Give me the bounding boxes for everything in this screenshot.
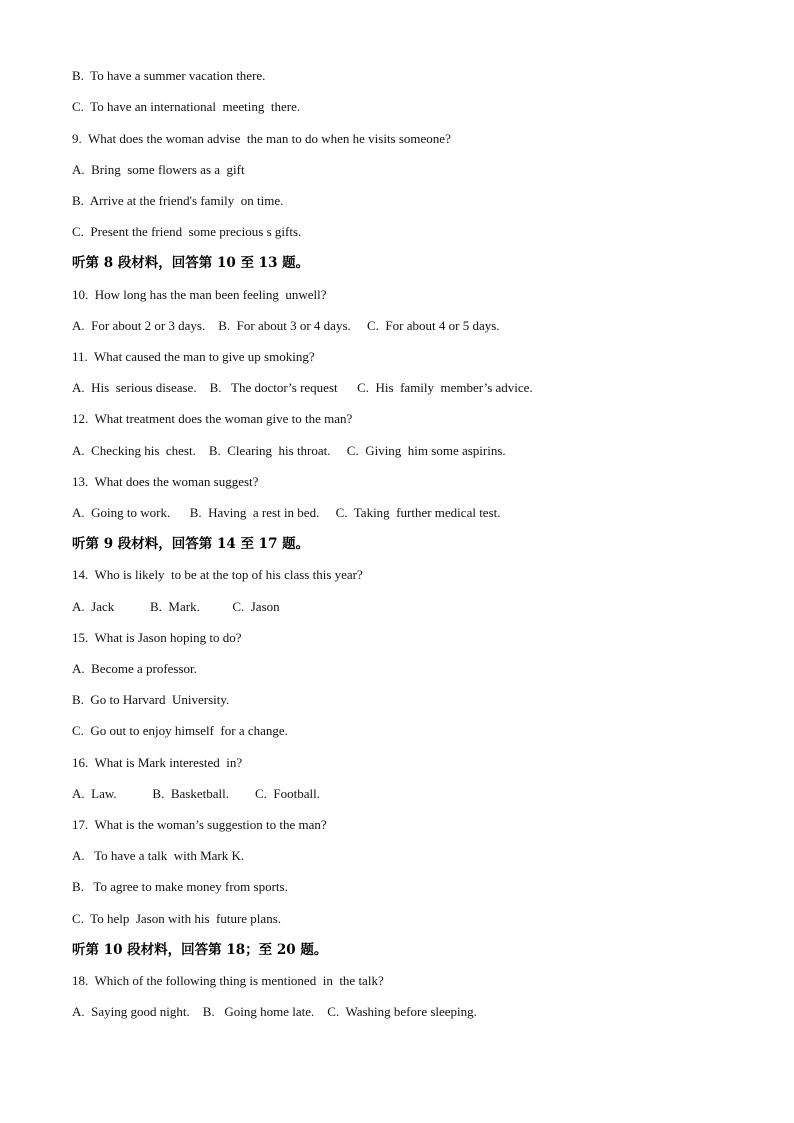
question-10: 10. How long has the man been feeling unwell? xyxy=(72,287,327,302)
options-18: A. Saying good night. B. Going home late. C. Washing before sleeping. xyxy=(72,1004,477,1019)
question-16: 16. What is Mark interested in? xyxy=(72,755,243,770)
question-9: 9. What does the woman advise the man to do when he visits someone? xyxy=(72,131,451,146)
question-12: 12. What treatment does the woman give to the man? xyxy=(72,411,353,426)
options-11: A. His serious disease. B. The doctor’s request C. His family member’s advice. xyxy=(72,380,533,395)
option-17c: C. To help Jason with his future plans. xyxy=(72,911,282,926)
option-9c: C. Present the friend some precious s gifts. xyxy=(72,224,302,239)
option-15b: B. Go to Harvard University. xyxy=(72,692,230,707)
options-10: A. For about 2 or 3 days. B. For about 3 or 4 days. C. For about 4 or 5 days. xyxy=(72,318,500,333)
option-8b: B. To have a summer vacation there. xyxy=(72,68,266,83)
section-heading-9: 听第 9 段材料，回答第 14 至 17 题。 xyxy=(72,536,310,552)
section-heading-10: 听第 10 段材料，回答第 18；至 20 题。 xyxy=(72,942,328,958)
option-17a: A. To have a talk with Mark K. xyxy=(72,848,245,863)
question-15: 15. What is Jason hoping to do? xyxy=(72,630,242,645)
question-17: 17. What is the woman’s suggestion to the man? xyxy=(72,817,327,832)
option-9a: A. Bring some flowers as a gift xyxy=(72,162,245,177)
option-9b: B. Arrive at the friend's family on time. xyxy=(72,193,284,208)
question-11: 11. What caused the man to give up smoking? xyxy=(72,349,315,364)
section-heading-8: 听第 8 段材料，回答第 10 至 13 题。 xyxy=(72,255,310,271)
question-18: 18. Which of the following thing is mentioned in the talk? xyxy=(72,973,384,988)
options-13: A. Going to work. B. Having a rest in bed. C. Taking further medical test. xyxy=(72,505,501,520)
options-12: A. Checking his chest. B. Clearing his throat. C. Giving him some aspirins. xyxy=(72,443,506,458)
options-16: A. Law. B. Basketball. C. Football. xyxy=(72,786,320,801)
option-8c: C. To have an international meeting there. xyxy=(72,99,301,114)
question-13: 13. What does the woman suggest? xyxy=(72,474,259,489)
option-15a: A. Become a professor. xyxy=(72,661,197,676)
question-14: 14. Who is likely to be at the top of his class this year? xyxy=(72,567,363,582)
options-14: A. Jack B. Mark. C. Jason xyxy=(72,599,280,614)
option-15c: C. Go out to enjoy himself for a change. xyxy=(72,723,288,738)
option-17b: B. To agree to make money from sports. xyxy=(72,879,288,894)
